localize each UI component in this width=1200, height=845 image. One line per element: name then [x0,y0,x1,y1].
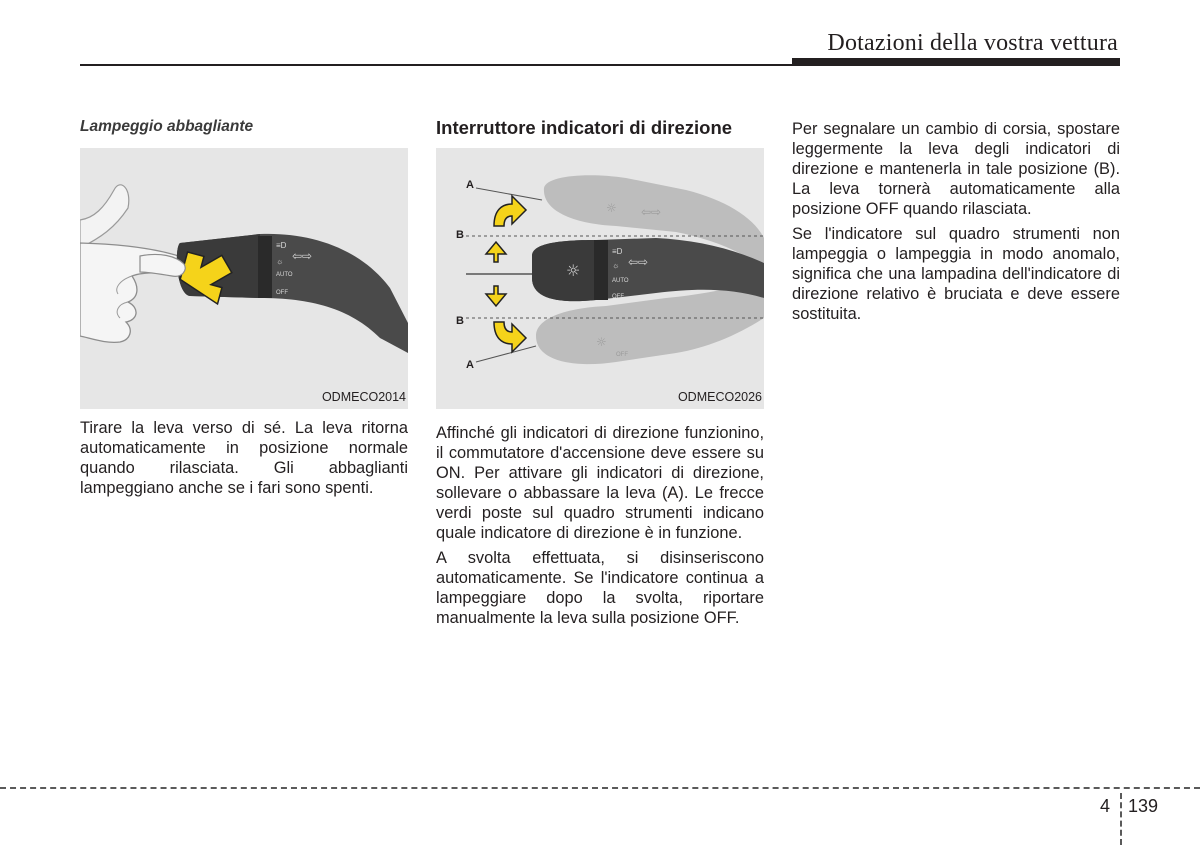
footer-divider [1120,793,1122,845]
svg-text:☼: ☼ [596,335,607,349]
paragraph-auto-cancel: A svolta effettuata, si disinseriscono automaticamente. Se l'indicatore continua a lampeggiare dopo la svolta, riportare manualmente la leva sulla posizione OFF. [436,549,764,627]
svg-text:OFF: OFF [612,294,624,300]
chapter-number: 4 [1100,796,1111,816]
label-b-top: B [456,229,464,241]
figure-code-2014: ODMECO2014 [321,390,406,404]
paragraphs-turn-signals [436,423,764,633]
svg-text:⇦⇨: ⇦⇨ [292,249,313,263]
page-header-title: Dotazioni della vostra vettura [827,30,1118,56]
svg-text:☼: ☼ [566,261,581,280]
svg-text:⇦⇨: ⇦⇨ [628,255,649,269]
svg-text:☼: ☼ [612,261,620,270]
lever-pull-illustration [80,148,408,409]
arrow-curved-down-icon [494,322,526,352]
arrow-up-icon [486,242,506,262]
paragraph-text: Tirare la leva verso di sé. La leva ritorna automaticamente in posizione normale quando rilasciata. Gli abbaglianti lampeggiano anche se i fari sono spenti. [80,419,408,497]
svg-text:☼: ☼ [606,201,617,215]
turn-signal-positions-illustration [436,148,764,409]
label-a-bottom: A [466,359,474,371]
paragraph-activation: Affinché gli indicatori di direzione funzionino, il commutatore d'accensione deve essere su ON. Per attivare gli indicatori di direzione, sollevare o abbassare la leva (A). Le frecce verdi poste sul quadro strumenti indicano quale indicatore di direzione è in funzione. [436,424,764,542]
svg-text:≡D: ≡D [612,247,623,256]
figure-code-2026: ODMECO2026 [677,390,762,404]
paragraph-flash-high-beam [80,418,408,503]
paragraph-lane-change: Per segnalare un cambio di corsia, spostare leggermente la leva degli indicatori di direzione e mantenerla in tale posizione (B). La leva tornerà automaticamente alla posizione OFF quando rilasciata. [792,120,1120,218]
paragraphs-lane-change [792,119,1120,329]
svg-text:≡D: ≡D [276,241,287,250]
svg-text:⇦⇨: ⇦⇨ [641,205,662,219]
figure-flash-high-beam [80,148,408,409]
label-a-top: A [466,179,474,191]
paragraph-bulb-failure: Se l'indicatore sul quadro strumenti non lampeggia o lampeggia in modo anomalo, significa che una lampadina dell'indicatore di direzione relativo è bruciata e deve essere sostituita. [792,225,1120,323]
svg-text:AUTO: AUTO [276,272,293,278]
label-b-bottom: B [456,315,464,327]
hand-shape [80,185,129,248]
subheading-flash-high-beam: Lampeggio abbagliante [80,118,254,135]
figure-turn-signal-lever [436,148,764,409]
svg-text:☼: ☼ [276,257,284,266]
page-number: 139 [1128,796,1159,816]
footer-rule [0,787,1200,789]
header-bar [792,58,1120,66]
svg-text:AUTO: AUTO [612,278,629,284]
svg-text:OFF: OFF [616,352,628,358]
arrow-curved-up-icon [494,196,526,226]
svg-text:OFF: OFF [276,290,288,296]
section-title-turn-signals: Interruttore indicatori di direzione [436,117,733,138]
arrow-down-icon [486,286,506,306]
